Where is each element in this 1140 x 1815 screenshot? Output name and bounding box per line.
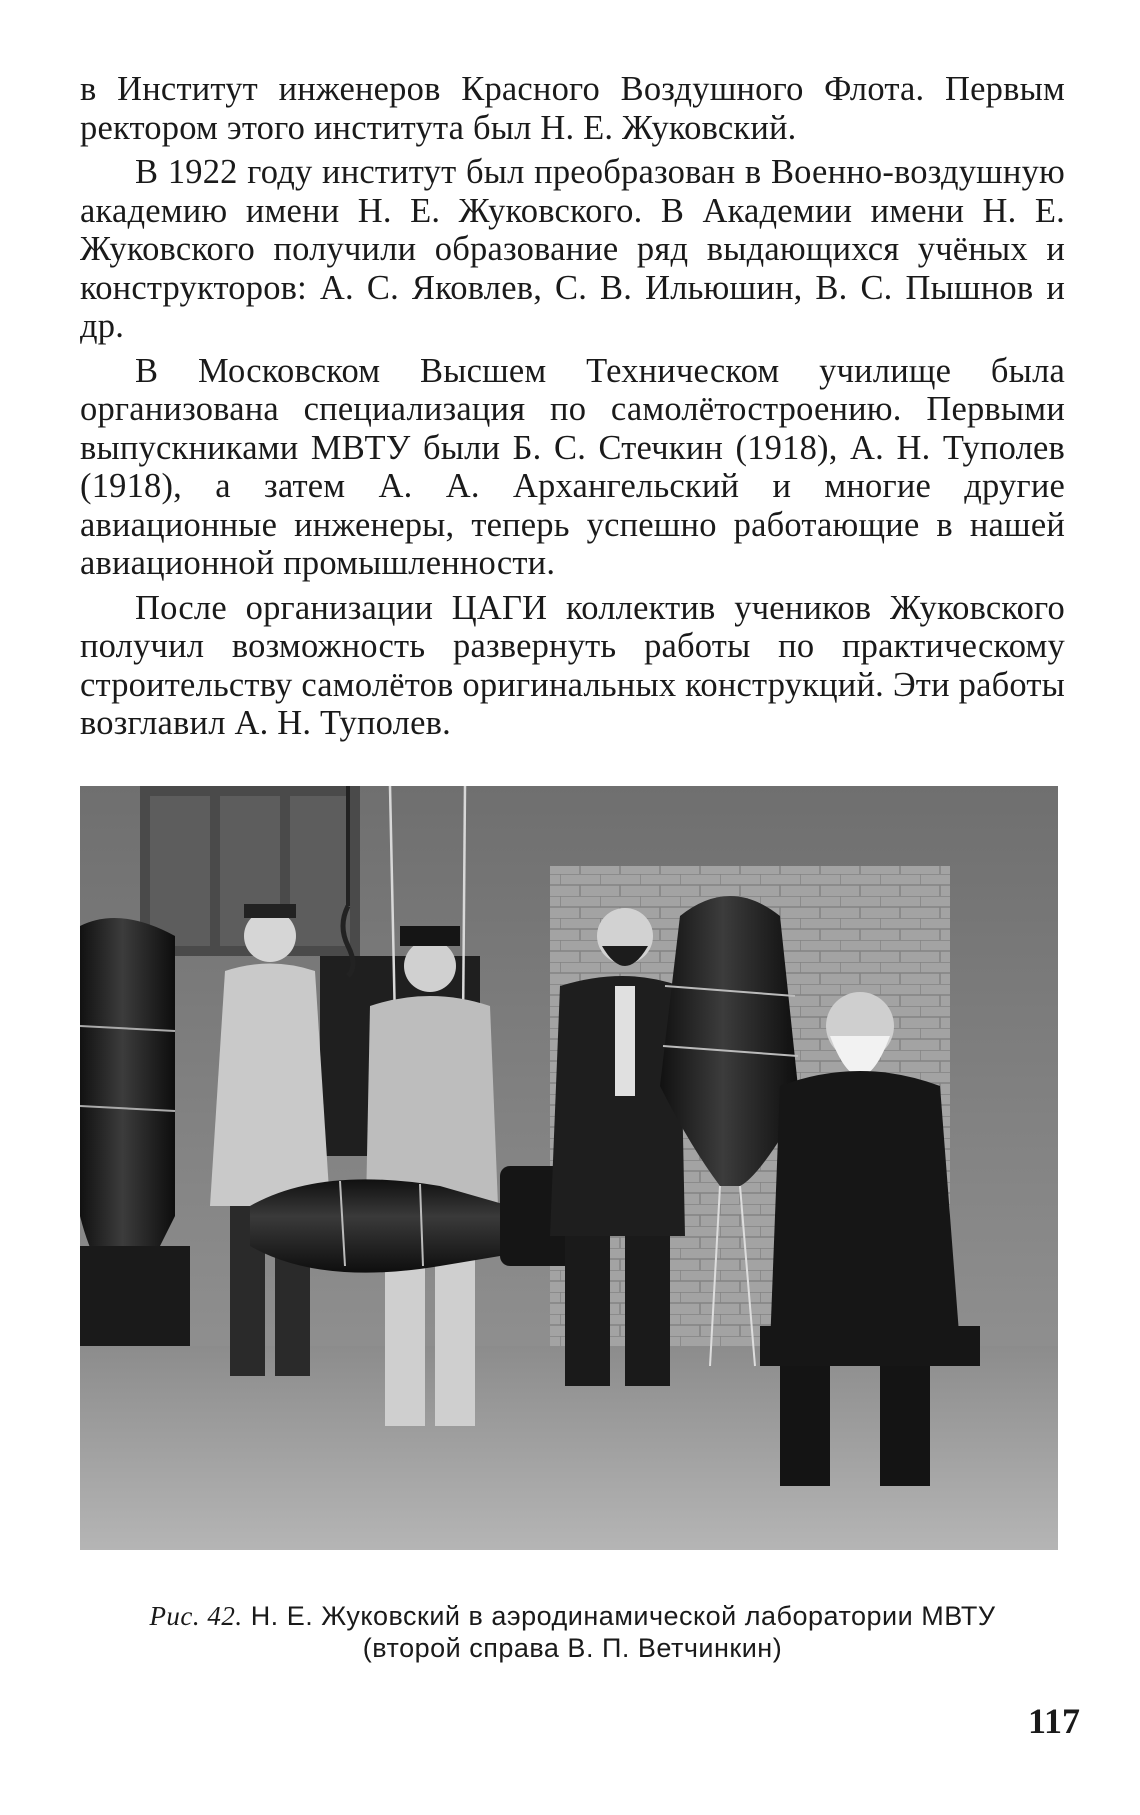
paragraph-3: В Московском Высшем Техническом училище была организована специализация по самолётостроению. Первыми выпускниками МВТУ были Б. С. Стечкин (1918), А. Н. Туполев (1918), а затем А. А. Архангельский и многие другие авиационные инженеры, теперь успешно работающие в нашей авиационной промышленности.	[80, 351, 1065, 582]
page-number: 117	[1027, 1701, 1080, 1741]
paragraph-2: В 1922 году институт был преобразован в Военно-воздушную академию имени Н. Е. Жуковского. В Академии имени Н. Е. Жуковского получили образование ряд выдающихся учёных и конструкторов: А. С. Яковлев, С. В. Ильюшин, В. С. Пышнов и др.	[80, 153, 1065, 345]
paragraph-1: в Институт инженеров Красного Воздушного Флота. Первым ректором этого института был Н. Е. Жуковский.	[80, 70, 1065, 147]
figure-label: Рис. 42.	[149, 1601, 243, 1631]
caption-line-2: (второй справа В. П. Ветчинкин)	[362, 1633, 783, 1663]
page-text	[80, 70, 1065, 749]
left-bomb	[80, 918, 190, 1346]
caption-text-1: Н. Е. Жуковский в аэродинамической лаборатории МВТУ	[250, 1601, 996, 1631]
caption-line-1	[80, 1600, 1065, 1632]
paragraph-4: После организации ЦАГИ коллектив учеников Жуковского получил возможность развернуть работы по практическому строительству самолётов оригинальных конструкций. Эти работы возглавил А. Н. Туполев.	[80, 588, 1065, 742]
photo-illustration	[80, 786, 1058, 1550]
laboratory-photograph	[80, 786, 1058, 1550]
figure-caption	[80, 1600, 1065, 1664]
